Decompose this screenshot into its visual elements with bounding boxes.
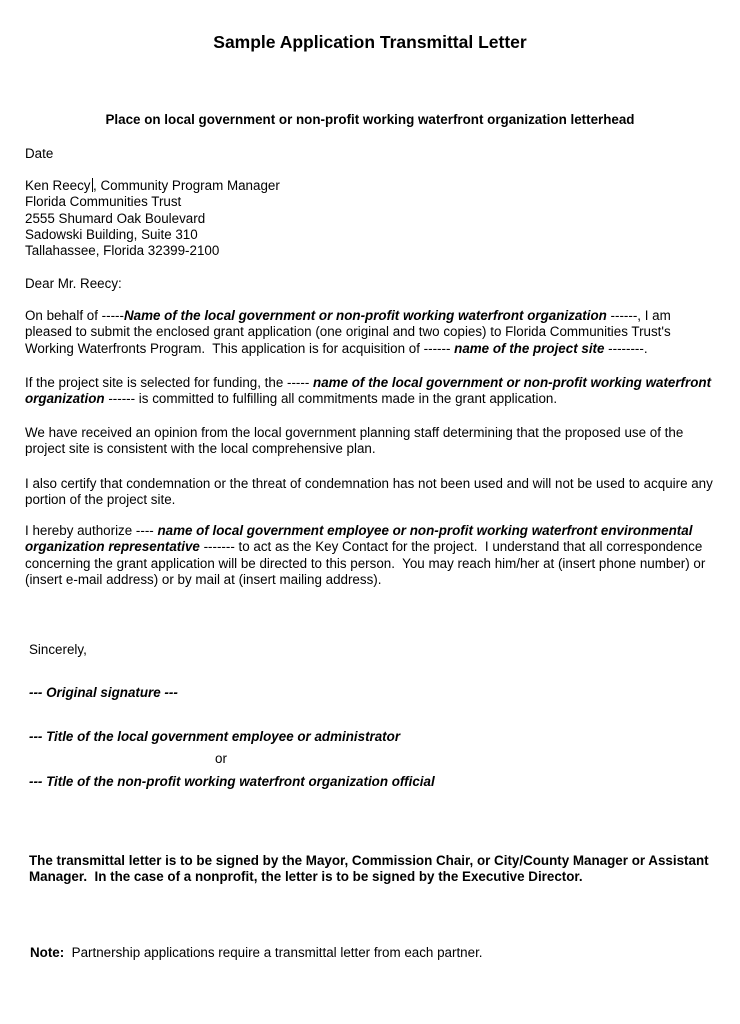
paragraph-1 <box>25 308 719 357</box>
recipient-name-line <box>25 178 719 194</box>
placeholder-organization-name: name of the local government or non-profit working waterfront organization <box>25 375 715 407</box>
paragraph-1-text: ------, I am pleased to submit the enclosed grant application (one original and two copies) to Florida Communities Trust's Working Waterfronts Program. This application is for acquisition of ------ <box>25 308 675 356</box>
signature-line-title-local-government: --- Title of the local government employee or administrator <box>29 729 401 744</box>
recipient-suite: Sadowski Building, Suite 310 <box>25 226 198 242</box>
date-line: Date <box>25 146 54 161</box>
paragraph-1-text: On behalf of ----- <box>25 308 124 323</box>
paragraph-2 <box>25 375 719 408</box>
document-title: Sample Application Transmittal Letter <box>213 32 527 52</box>
signing-instruction: The transmittal letter is to be signed by the Mayor, Commission Chair, or City/County Manager or Assistant Manager. In the case of a nonprofit, the letter is to be signed by the Executive Director. <box>29 853 713 885</box>
paragraph-2-text: ------ is committed to fulfilling all commitments made in the grant application. <box>104 391 558 407</box>
signature-or-separator: or <box>215 751 227 766</box>
closing: Sincerely, <box>29 642 87 657</box>
recipient-name: Ken Reecy <box>25 178 91 193</box>
note-line <box>30 945 720 961</box>
paragraph-3: We have received an opinion from the local government planning staff determining that the proposed use of the project site is consistent with the local comprehensive plan. <box>25 425 688 457</box>
signature-line-original: --- Original signature --- <box>29 685 178 700</box>
paragraph-5 <box>25 523 719 588</box>
placeholder-representative-name: name of local government employee or non-profit working waterfront environmental organization representative <box>25 523 697 555</box>
signature-line-title-nonprofit: --- Title of the non-profit working waterfront organization official <box>29 774 435 789</box>
paragraph-5-text: I hereby authorize ---- <box>25 523 158 538</box>
paragraph-1-text: --------. <box>604 340 648 356</box>
recipient-org: Florida Communities Trust <box>25 194 182 210</box>
recipient-address-block <box>25 178 719 259</box>
placeholder-organization-name: Name of the local government or non-profit working waterfront organization <box>123 308 607 323</box>
salutation: Dear Mr. Reecy: <box>25 276 122 291</box>
recipient-street: 2555 Shumard Oak Boulevard <box>25 210 206 226</box>
letterhead-instruction: Place on local government or non-profit working waterfront organization letterhead <box>105 112 635 127</box>
note-text: Partnership applications require a transmittal letter from each partner. <box>64 945 483 960</box>
note-label: Note: <box>30 945 65 960</box>
placeholder-project-site-name: name of the project site <box>454 340 605 356</box>
recipient-city-state-zip: Tallahassee, Florida 32399-2100 <box>25 243 220 259</box>
paragraph-5-text: ------- to act as the Key Contact for the project. I understand that all correspondence concerning the grant application will be directed to this person. You may reach him/her at (insert phone number) or (insert e-mail address) or by mail at (insert mailing address). <box>25 539 710 587</box>
paragraph-2-text: If the project site is selected for funding, the ----- <box>25 375 314 390</box>
paragraph-4: I also certify that condemnation or the threat of condemnation has not been used and will not be used to acquire any portion of the project site. <box>25 476 717 508</box>
recipient-title: , Community Program Manager <box>93 178 280 193</box>
